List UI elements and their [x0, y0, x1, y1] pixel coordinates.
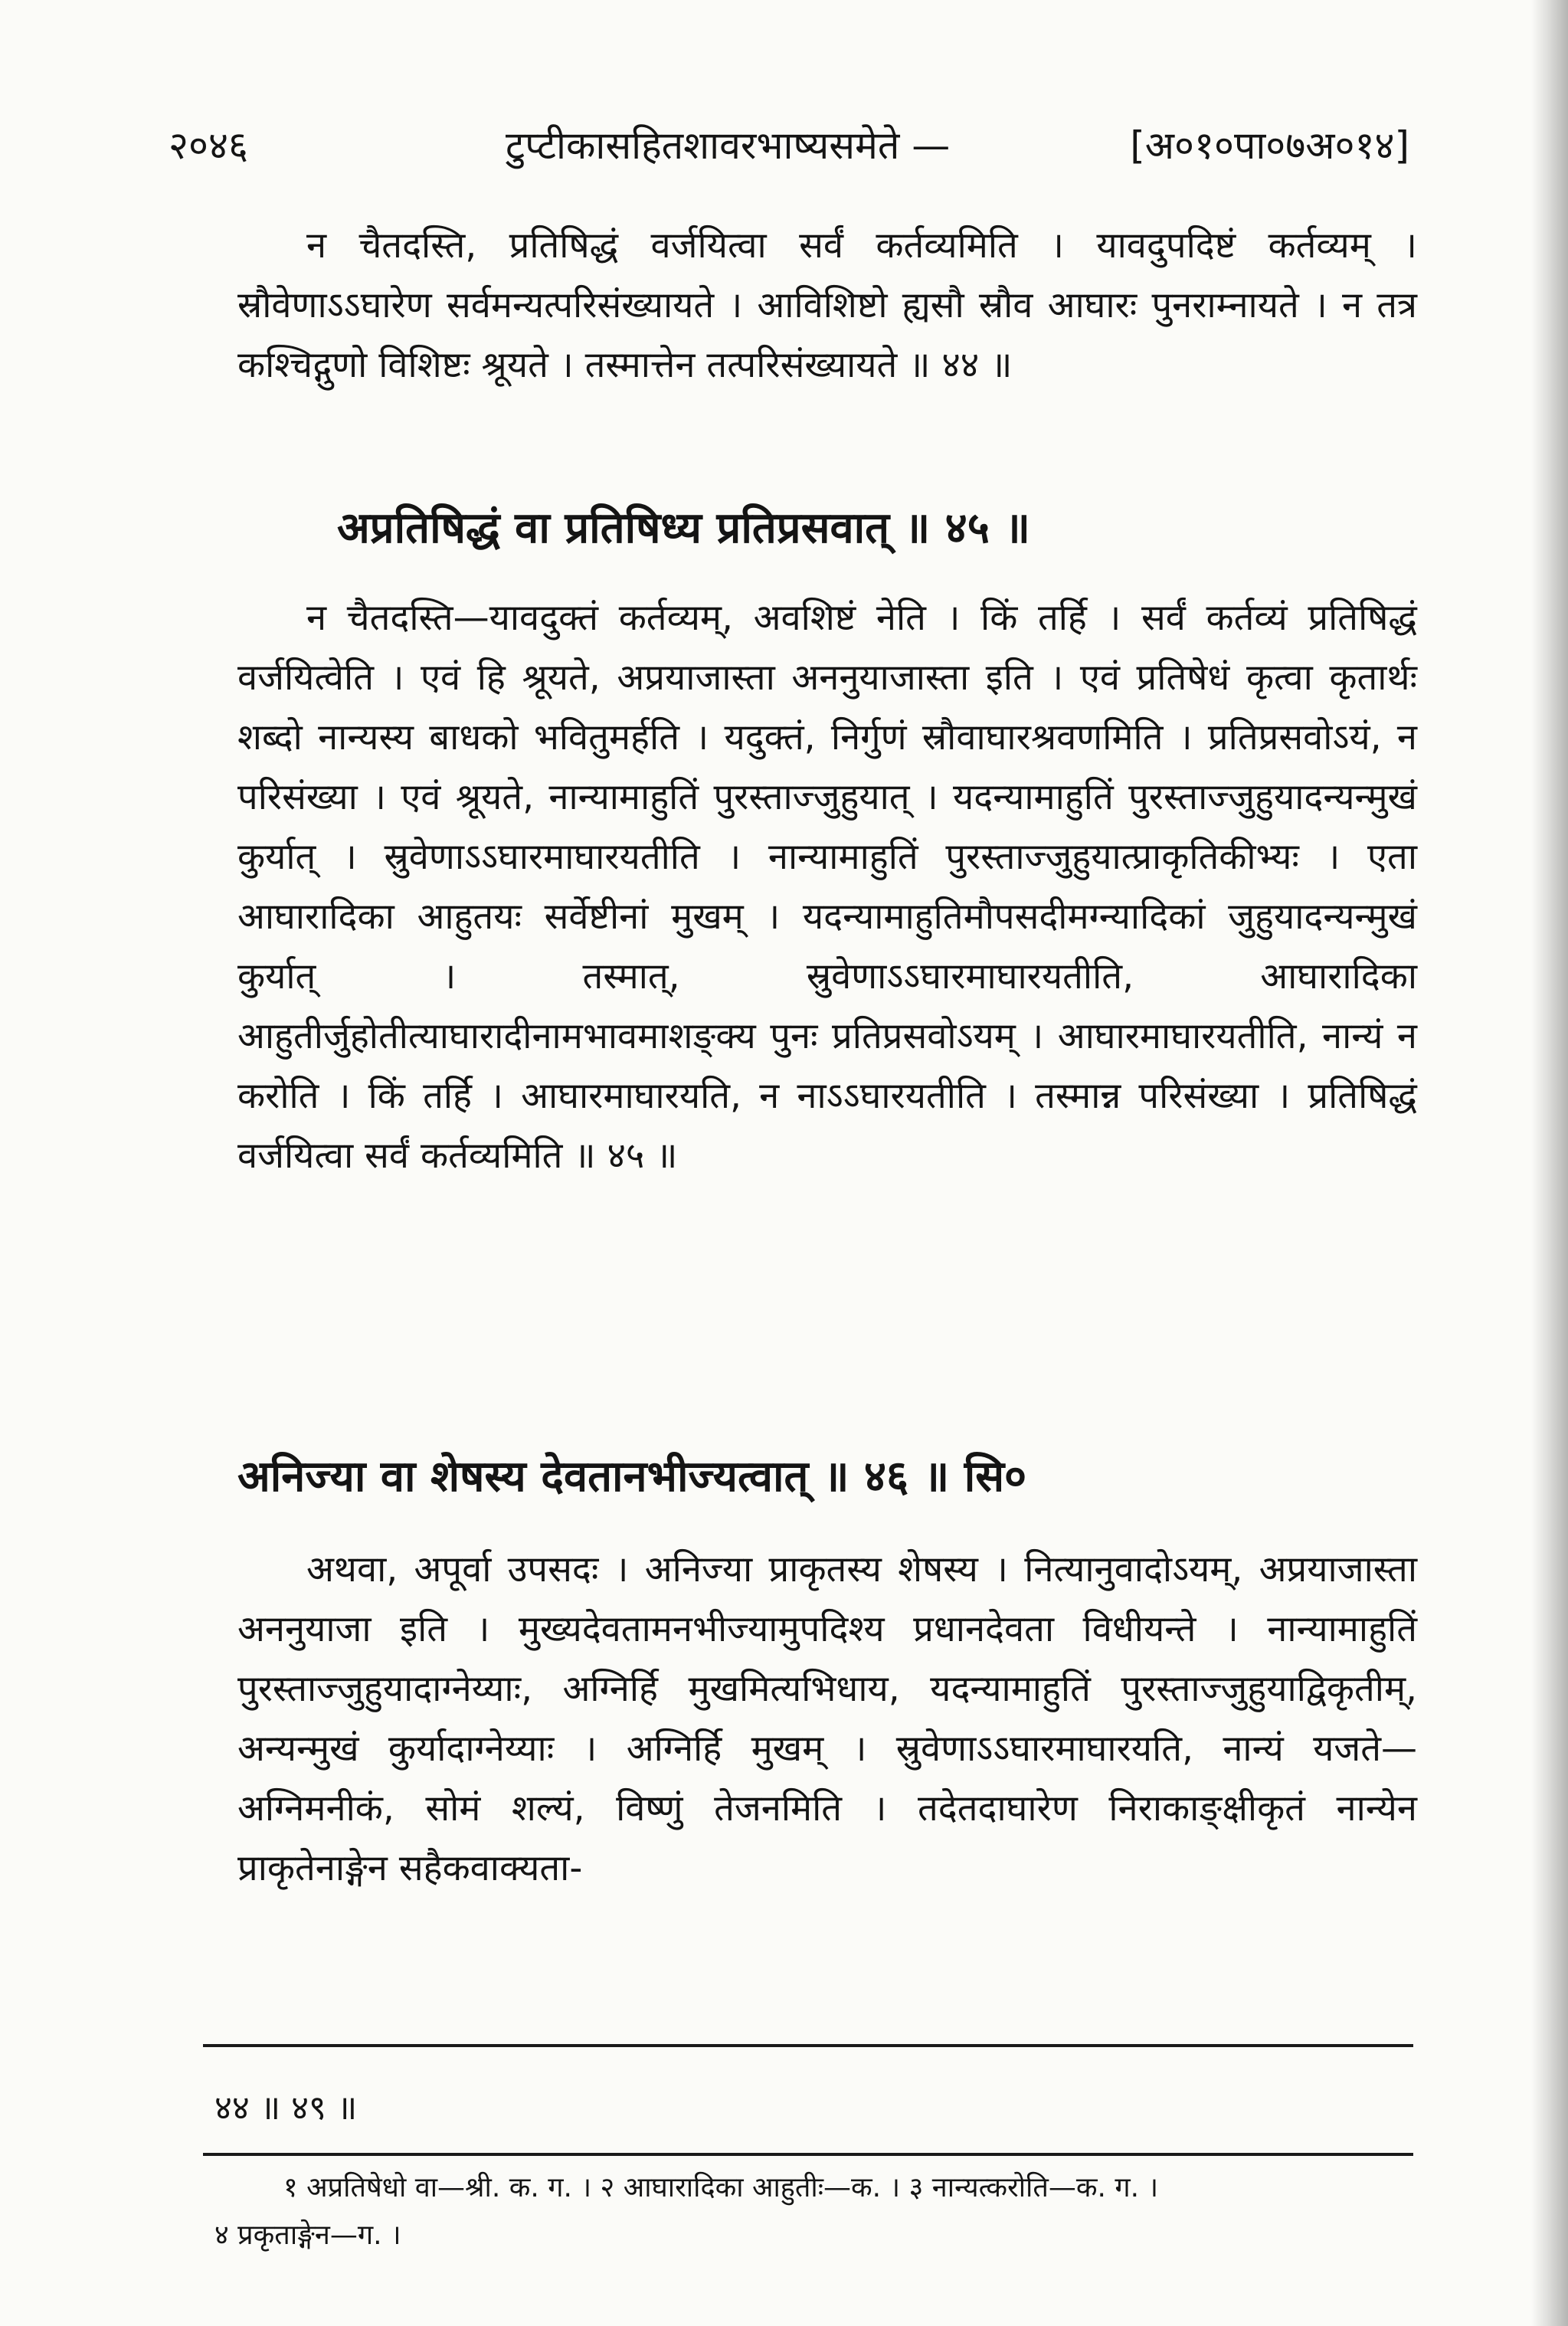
sutra-46: अनिज्या वा शेषस्य देवतानभीज्यत्वात् ॥ ४६ ॥ सि०: [237, 1452, 1027, 1502]
page-number: २०४६: [169, 123, 248, 168]
page-edge-shadow: [1531, 0, 1568, 2326]
reference-numbers: ४४ ॥ ४९ ॥: [214, 2088, 358, 2128]
commentary-paragraph-44: न चैतदस्ति, प्रतिषिद्धं वर्जयित्वा सर्वं कर्तव्यमिति । यावदुपदिष्टं कर्तव्यम् । स्रौवेणाऽऽघारेण सर्वमन्यत्परिसंख्यायते । आविशिष्टो ह्यसौ स्रौव आघारः पुनराम्नायते । न तत्र कश्चिद्गुणो विशिष्टः श्रूयते । तस्मात्तेन तत्परिसंख्यायते ॥ ४४ ॥: [237, 224, 1417, 386]
running-title: टुप्टीकासहितशावरभाष्यसमेते —: [506, 123, 951, 168]
commentary-paragraph-46: अथवा, अपूर्वा उपसदः । अनिज्या प्राकृतस्य शेषस्य । नित्यानुवादोऽयम्, अप्रयाजास्ता अननुयाजा इति । मुख्यदेवतामनभीज्यामुपदिश्य प्रधानदेवता विधीयन्ते । नान्यामाहुतिं पुरस्ताज्जुहुयादाग्नेय्याः, अग्निर्हि मुखमित्यभिधाय, यदन्यामाहुतिं पुरस्ताज्जुहुयाद्विकृतीम्, अन्यन्मुखं कुर्यादाग्नेय्याः । अग्निर्हि मुखम् । स्रुवेणाऽऽघारमाघारयति, नान्यं यजते—अग्निमनीकं, सोमं शल्यं, विष्णुं तेजनमिति । तदेतदाघारेण निराकाङ्क्षीकृतं नान्येन प्राकृतेनाङ्गेन सहैकवाक्यता-: [237, 1548, 1417, 1889]
section-reference: [अ०१०पा०७अ०१४]: [1130, 123, 1409, 168]
footnote-divider-bottom: [203, 2153, 1413, 2156]
sutra-45: अप्रतिषिद्धं वा प्रतिषिध्य प्रतिप्रसवात् ॥ ४५ ॥: [337, 503, 1030, 553]
footnote-line-1: १ अप्रतिषेधो वा—श्री. क. ग. । २ आघारादिका आहुतीः—क. । ३ नान्यत्करोति—क. ग. ।: [283, 2172, 1159, 2203]
commentary-paragraph-45: न चैतदस्ति—यावदुक्तं कर्तव्यम्, अवशिष्टं नेति । किं तर्हि । सर्वं कर्तव्यं प्रतिषिद्धं वर्जयित्वेति । एवं हि श्रूयते, अप्रयाजास्ता अननुयाजास्ता इति । एवं प्रतिषेधं कृत्वा कृतार्थः शब्दो नान्यस्य बाधको भवितुमर्हति । यदुक्तं, निर्गुणं स्रौवाघारश्रवणमिति । प्रतिप्रसवोऽयं, न परिसंख्या । एवं श्रूयते, नान्यामाहुतिं पुरस्ताज्जुहुयात् । यदन्यामाहुतिं पुरस्ताज्जुहुयादन्यन्मुखं कुर्यात् । स्रुवेणाऽऽघारमाघारयतीति । नान्यामाहुतिं पुरस्ताज्जुहुयात्प्राकृतिकीभ्यः । एता आघारादिका आहुतयः सर्वेष्टीनां मुखम् । यदन्यामाहुतिमौपसदीमग्न्यादिकां जुहुयादन्यन्मुखं कुर्यात् । तस्मात्, स्रुवेणाऽऽघारमाघारयतीति, आघारादिका आहुतीर्जुहोतीत्याघारादीनामभावमाशङ्क्य पुनः प्रतिप्रसवोऽयम् । आघारमाघारयतीति, नान्यं न करोति । किं तर्हि । आघारमाघारयति, न नाऽऽघारयतीति । तस्मान्न परिसंख्या । प्रतिषिद्धं वर्जयित्वा सर्वं कर्तव्यमिति ॥ ४५ ॥: [237, 597, 1417, 1177]
footnote-divider-top: [203, 2044, 1413, 2047]
page-header: [169, 115, 1409, 176]
footnote-line-2: ४ प्रकृताङ्गेन—ग. ।: [214, 2220, 401, 2251]
